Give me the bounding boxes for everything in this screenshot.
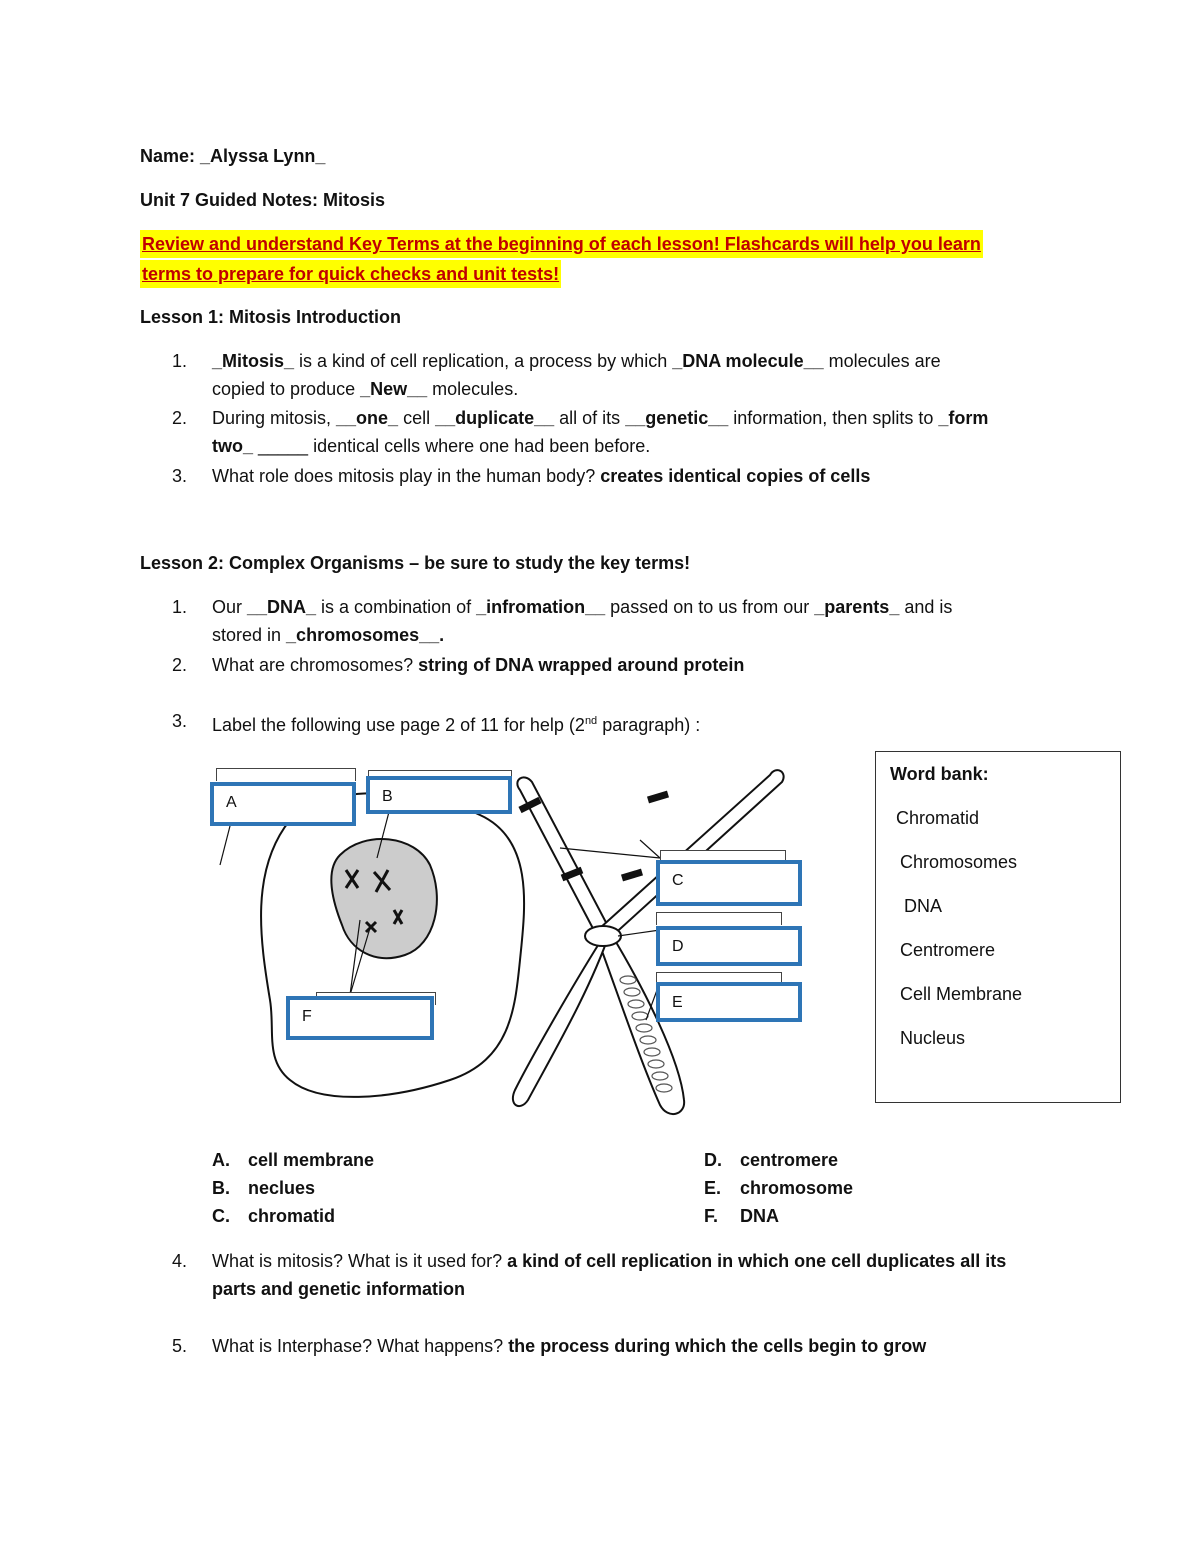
lesson1-heading: Lesson 1: Mitosis Introduction (140, 307, 402, 327)
label-box-f[interactable] (286, 996, 434, 1040)
lesson1-q2-line2 (212, 434, 650, 458)
text-run: cell (398, 408, 436, 428)
answer-b-key: B. (212, 1178, 230, 1198)
lesson2-q2-number: 2. (172, 655, 188, 675)
answer-f (704, 1204, 779, 1228)
lesson1-q1-line1 (212, 349, 941, 373)
review-note-line2: terms to prepare for quick checks and unit tests! (140, 260, 561, 288)
lesson2-q3-sup: nd (584, 715, 598, 727)
text-run: _form (938, 408, 989, 428)
lesson2-q4-number: 4. (172, 1251, 188, 1271)
answer-a-value: cell membrane (248, 1150, 375, 1170)
label-d-letter: D (672, 938, 684, 955)
page-title: Unit 7 Guided Notes: Mitosis (140, 190, 386, 210)
text-run: During mitosis, (212, 408, 337, 428)
label-box-d[interactable] (656, 926, 802, 966)
word-bank-item: Nucleus (900, 1028, 966, 1048)
label-box-a[interactable] (210, 782, 356, 826)
name-line (140, 144, 325, 168)
text-run: molecules. (427, 379, 519, 399)
lesson2-q4-question: What is mitosis? What is it used for? (212, 1251, 508, 1271)
label-e-letter: E (672, 994, 683, 1011)
text-run: _____ identical cells where one had been before. (253, 436, 651, 456)
lesson2-q2-question: What are chromosomes? (212, 655, 419, 675)
answer-c-key: C. (212, 1206, 230, 1226)
text-run: is a kind of cell replication, a process by which (294, 351, 673, 371)
answer-a-key: A. (212, 1150, 230, 1170)
answer-d (704, 1148, 838, 1172)
lesson2-q2 (212, 653, 744, 677)
lesson1-q2-number: 2. (172, 408, 188, 428)
name-value: _Alyssa Lynn_ (200, 146, 326, 166)
text-run: __DNA_ (247, 597, 317, 617)
label-box-e[interactable] (656, 982, 802, 1022)
lesson2-q2-answer: string of DNA wrapped around protein (418, 655, 745, 675)
text-run: copied to produce (212, 379, 361, 399)
word-bank-item: Centromere (900, 940, 996, 960)
text-run: information, then splits to (728, 408, 939, 428)
text-run: _Mitosis_ (212, 351, 295, 371)
answer-c (212, 1204, 335, 1228)
lesson1-q1-number: 1. (172, 351, 188, 371)
text-run: all of its (554, 408, 626, 428)
lesson2-q3-number: 3. (172, 711, 188, 731)
lesson1-q3 (212, 464, 870, 488)
lesson2-q4-line1 (212, 1249, 1006, 1273)
answer-f-value: DNA (740, 1206, 779, 1226)
word-bank-item: DNA (904, 896, 943, 916)
lesson2-q1-line1 (212, 595, 952, 619)
answer-d-value: centromere (740, 1150, 839, 1170)
text-run: __duplicate__ (435, 408, 555, 428)
lesson2-q5 (212, 1334, 926, 1358)
text-run: _New__ (360, 379, 428, 399)
word-bank-title: Word bank: (890, 764, 989, 784)
lesson1-q3-number: 3. (172, 466, 188, 486)
text-run: molecules are (823, 351, 941, 371)
text-run: _parents_ (814, 597, 900, 617)
text-run: __one_ (336, 408, 399, 428)
lesson2-q3-text-a: Label the following use page 2 of 11 for help (2 (212, 715, 585, 735)
lesson2-q4-answer-1: a kind of cell replication in which one cell duplicates all its (507, 1251, 1007, 1271)
lesson2-q5-number: 5. (172, 1336, 188, 1356)
lesson2-q3 (212, 709, 700, 737)
review-note-line1: Review and understand Key Terms at the beginning of each lesson! Flashcards will help you learn (140, 230, 983, 258)
label-d-tab (656, 912, 782, 925)
label-a-tab (216, 768, 356, 781)
cell-chromosome-diagram (190, 760, 830, 1130)
answer-c-value: chromatid (248, 1206, 336, 1226)
label-a-letter: A (226, 794, 237, 811)
lesson1-q2-line1 (212, 406, 988, 430)
lesson2-heading: Lesson 2: Complex Organisms – be sure to study the key terms! (140, 553, 691, 573)
label-b-letter: B (382, 788, 393, 805)
label-box-c[interactable] (656, 860, 802, 906)
label-c-letter: C (672, 872, 684, 889)
answer-a (212, 1148, 374, 1172)
text-run: and is (899, 597, 953, 617)
label-box-b[interactable] (366, 776, 512, 814)
word-bank-item: Chromosomes (900, 852, 1018, 872)
text-run: _chromosomes__. (286, 625, 445, 645)
answer-f-key: F. (704, 1206, 719, 1226)
word-bank-item: Chromatid (896, 808, 980, 828)
lesson2-q5-answer: the process during which the cells begin to grow (508, 1336, 927, 1356)
text-run: is a combination of (316, 597, 477, 617)
text-run: __genetic__ (625, 408, 729, 428)
text-run: passed on to us from our (605, 597, 815, 617)
text-run: _infromation__ (476, 597, 606, 617)
answer-d-key: D. (704, 1150, 722, 1170)
lesson2-q1-line2 (212, 623, 444, 647)
answer-e-value: chromosome (740, 1178, 854, 1198)
lesson2-q5-question: What is Interphase? What happens? (212, 1336, 509, 1356)
answer-b-value: neclues (248, 1178, 316, 1198)
lesson1-q1-line2 (212, 377, 518, 401)
answer-b (212, 1176, 315, 1200)
word-bank (875, 751, 1121, 1103)
answer-e-key: E. (704, 1178, 722, 1198)
text-run: stored in (212, 625, 287, 645)
lesson2-q3-text-b: paragraph) : (597, 715, 701, 735)
lesson1-q3-question: What role does mitosis play in the human body? (212, 466, 601, 486)
name-label: Name: (140, 146, 196, 166)
word-bank-item: Cell Membrane (900, 984, 1023, 1004)
centromere-shape (585, 926, 621, 946)
label-f-letter: F (302, 1008, 312, 1025)
text-run: two_ (212, 436, 254, 456)
lesson2-q4-answer-2: parts and genetic information (212, 1279, 466, 1299)
text-run: _DNA molecule__ (672, 351, 824, 371)
text-run: Our (212, 597, 248, 617)
lesson1-q3-answer: creates identical copies of cells (600, 466, 871, 486)
answer-e (704, 1176, 853, 1200)
nucleus-shape (331, 839, 437, 958)
lesson2-q1-number: 1. (172, 597, 188, 617)
